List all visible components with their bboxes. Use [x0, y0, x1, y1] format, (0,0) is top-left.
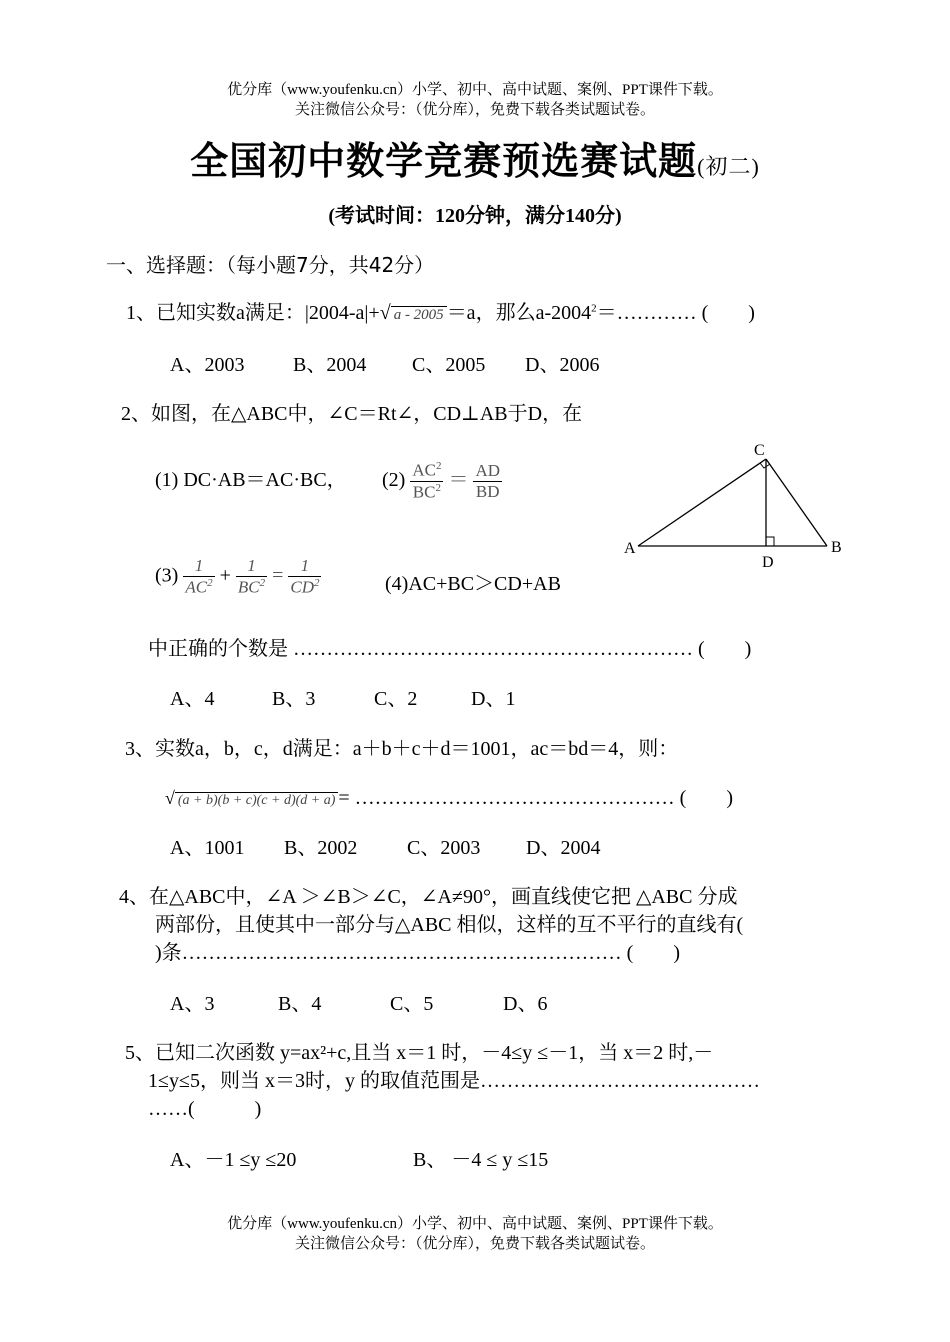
- q1-exp: 2: [591, 302, 597, 315]
- q2-ask: 中正确的个数是 …………………………………………………… ( ): [148, 638, 752, 660]
- q5-options: [170, 1143, 548, 1172]
- title-sub: (初二): [697, 154, 760, 179]
- option-b[interactable]: B、4: [278, 993, 322, 1015]
- fraction-ad-bd: $\frac{AD}{BD}$: [475, 460, 501, 501]
- s2-label: (2): [382, 468, 406, 491]
- footer-line-2: 关注微信公众号：（优分库），免费下载各类试题试卷。: [294, 1236, 655, 1252]
- question-4-line-3: )条………………………………………………………… ( ): [155, 942, 680, 964]
- option-b[interactable]: B、2004: [293, 354, 367, 376]
- side-bc: [766, 459, 827, 546]
- q1-radicand: a - 2005: [391, 306, 447, 323]
- question-3: 3、实数a，b，c，d满足：a＋b＋c＋d＝1001，ac＝bd＝4，则：: [125, 738, 679, 760]
- q3-radicand: (a + b)(b + c)(c + d)(d + a): [175, 792, 339, 808]
- q1-pre: 1、已知实数a满足：|2004-a|+: [126, 302, 380, 324]
- question-4-line-1: 4、在△ABC中，∠A ＞∠B＞∠C，∠A≠90°，画直线使它把 △ABC 分成: [119, 886, 738, 908]
- sqrt-sign: √: [379, 302, 391, 324]
- option-b[interactable]: B、 －4 ≤ y ≤15: [413, 1149, 549, 1171]
- q3-expression: [165, 781, 733, 810]
- option-b[interactable]: B、3: [272, 688, 316, 710]
- question-1: [126, 296, 755, 325]
- question-5-line-3: ……( ): [148, 1098, 262, 1120]
- option-a[interactable]: A、3: [170, 993, 215, 1015]
- label-c: C: [754, 442, 765, 459]
- fraction-1-cd2: $\frac{1}{CD^2}$: [290, 556, 320, 597]
- q2-statement-2: [382, 460, 502, 502]
- fraction-ac2-bc2: $\frac{AC^2}{BC^2}$: [412, 460, 442, 502]
- q1-options: [170, 348, 599, 377]
- question-5-line-2: 1≤y≤5，则当 x＝3时，y 的取值范围是……………………………………: [148, 1070, 760, 1092]
- q2-options: [170, 682, 515, 711]
- label-a: A: [624, 540, 636, 557]
- title-main: 全国初中数学竞赛预选赛试题: [190, 139, 698, 183]
- question-4-line-2: 两部份，且使其中一部分与△ABC 相似，这样的互不平行的直线有(: [155, 914, 744, 936]
- q1-tail: ＝………… ( ): [596, 302, 755, 324]
- option-a[interactable]: A、－1 ≤y ≤20: [170, 1149, 297, 1171]
- side-ac: [638, 459, 766, 546]
- q2-statement-1: (1) DC·AB＝AC·BC，: [155, 469, 347, 491]
- sqrt-sign: √: [165, 788, 175, 808]
- option-c[interactable]: C、2: [374, 688, 418, 710]
- right-angle-mark-d: [766, 537, 774, 546]
- option-d[interactable]: D、1: [471, 688, 516, 710]
- option-a[interactable]: A、2003: [170, 354, 245, 376]
- q4-options: [170, 987, 547, 1016]
- question-2: 2、如图，在△ABC中，∠C＝Rt∠，CD⊥AB于D，在: [121, 403, 583, 425]
- option-c[interactable]: C、2005: [412, 354, 486, 376]
- q3-options: [170, 831, 600, 860]
- fraction-1-bc2: $\frac{1}{BC^2}$: [237, 556, 266, 597]
- option-b[interactable]: B、2002: [284, 837, 358, 859]
- exam-info: (考试时间：120分钟，满分140分): [328, 205, 622, 227]
- option-d[interactable]: D、2004: [526, 837, 601, 859]
- q1-post: ＝a，那么a-2004: [446, 302, 592, 324]
- q3-tail: = ………………………………………… ( ): [338, 787, 734, 809]
- option-c[interactable]: C、2003: [407, 837, 481, 859]
- option-d[interactable]: D、2006: [525, 354, 600, 376]
- option-d[interactable]: D、6: [503, 993, 548, 1015]
- label-d: D: [762, 554, 774, 571]
- q2-statement-4: (4)AC+BC＞CD+AB: [385, 573, 561, 595]
- question-5-line-1: 5、已知二次函数 y=ax²+c,且当 x＝1 时，－4≤y ≤－1，当 x＝2 时,－: [125, 1042, 714, 1064]
- fraction-1-ac2: $\frac{1}{AC^2}$: [185, 556, 213, 597]
- option-a[interactable]: A、4: [170, 688, 215, 710]
- section-heading: 一、选择题：（每小题7分，共42分）: [106, 253, 435, 277]
- s2-eq: ＝: [448, 468, 469, 491]
- equals-sign: =: [272, 564, 284, 587]
- header-line-1: 优分库（www.youfenku.cn）小学、初中、高中试题、案例、PPT课件下载。: [227, 82, 723, 98]
- plus-sign: +: [219, 564, 231, 587]
- q2-statement-3: [155, 556, 321, 598]
- option-c[interactable]: C、5: [390, 993, 434, 1015]
- footer-line-1: 优分库（www.youfenku.cn）小学、初中、高中试题、案例、PPT课件下载。: [227, 1216, 723, 1232]
- triangle-figure: [620, 436, 855, 576]
- page-title: [0, 130, 950, 185]
- right-angle-mark-c: [760, 463, 770, 468]
- s3-label: (3): [155, 564, 179, 587]
- label-b: B: [831, 539, 842, 556]
- header-line-2: 关注微信公众号：（优分库），免费下载各类试题试卷。: [294, 102, 655, 118]
- option-a[interactable]: A、1001: [170, 837, 245, 859]
